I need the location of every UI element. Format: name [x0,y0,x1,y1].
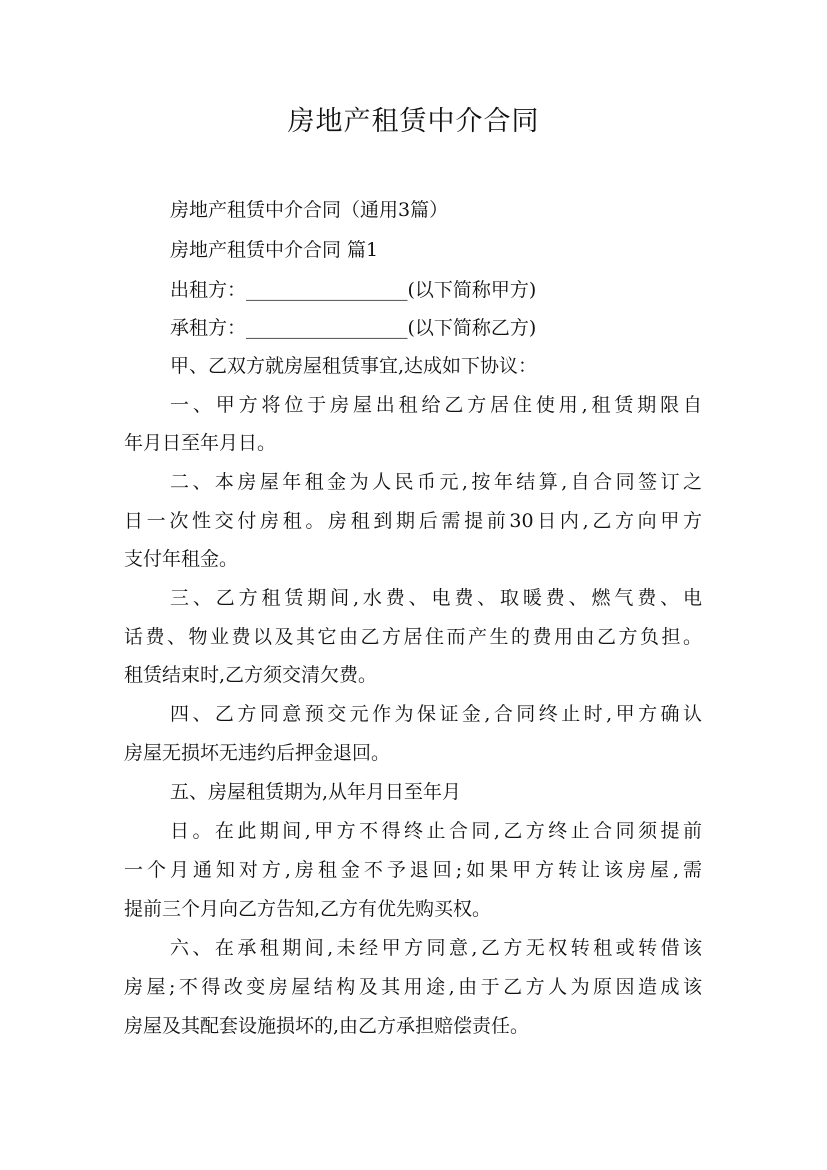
lessor-line: 出租方：_________________(以下简称甲方) [170,279,537,301]
clause-3-line-1: 三、乙方租赁期间,水费、电费、取暖费、燃气费、电 [170,587,702,609]
clause-2-line-3: 支付年租金。 [124,548,239,570]
agreement-intro: 甲、乙双方就房屋租赁事宜,达成如下协议： [170,355,538,377]
clause-5-line-3: 一个月通知对方,房租金不予退回;如果甲方转让该房屋,需 [124,859,702,881]
clause-1-line-1: 一、甲方将位于房屋出租给乙方居住使用,租赁期限自 [170,394,702,416]
clause-6-line-2: 房屋;不得改变房屋结构及其用途,由于乙方人为原因造成该 [124,976,702,998]
section-heading: 房地产租赁中介合同 篇1 [170,239,379,261]
clause-1-line-2: 年月日至年月日。 [124,432,277,454]
clause-2-line-1: 二、本房屋年租金为人民币元,按年结算,自合同签订之 [170,471,702,493]
document-title: 房地产租赁中介合同 [287,106,540,137]
clause-3-line-2: 话费、物业费以及其它由乙方居住而产生的费用由乙方负担。 [124,626,702,648]
clause-6-line-3: 房屋及其配套设施损坏的,由乙方承担赔偿责任。 [124,1015,530,1037]
lessee-line: 承租方：_________________(以下简称乙方) [170,317,537,339]
clause-6-line-1: 六、在承租期间,未经甲方同意,乙方无权转租或转借该 [170,937,702,959]
clause-4-line-2: 房屋无损坏无违约后押金退回。 [124,742,391,764]
clause-5-line-2: 日。在此期间,甲方不得终止合同,乙方终止合同须提前 [170,820,702,842]
clause-3-line-3: 租赁结束时,乙方须交清欠费。 [124,664,378,686]
clause-5-line-1: 五、房屋租赁期为,从年月日至年月 [170,781,462,803]
clause-2-line-2: 日一次性交付房租。房租到期后需提前30日内,乙方向甲方 [124,510,702,532]
clause-4-line-1: 四、乙方同意预交元作为保证金,合同终止时,甲方确认 [170,703,702,725]
clause-5-line-4: 提前三个月向乙方告知,乙方有优先购买权。 [124,898,492,920]
subtitle-line: 房地产租赁中介合同（通用3篇） [170,199,449,221]
